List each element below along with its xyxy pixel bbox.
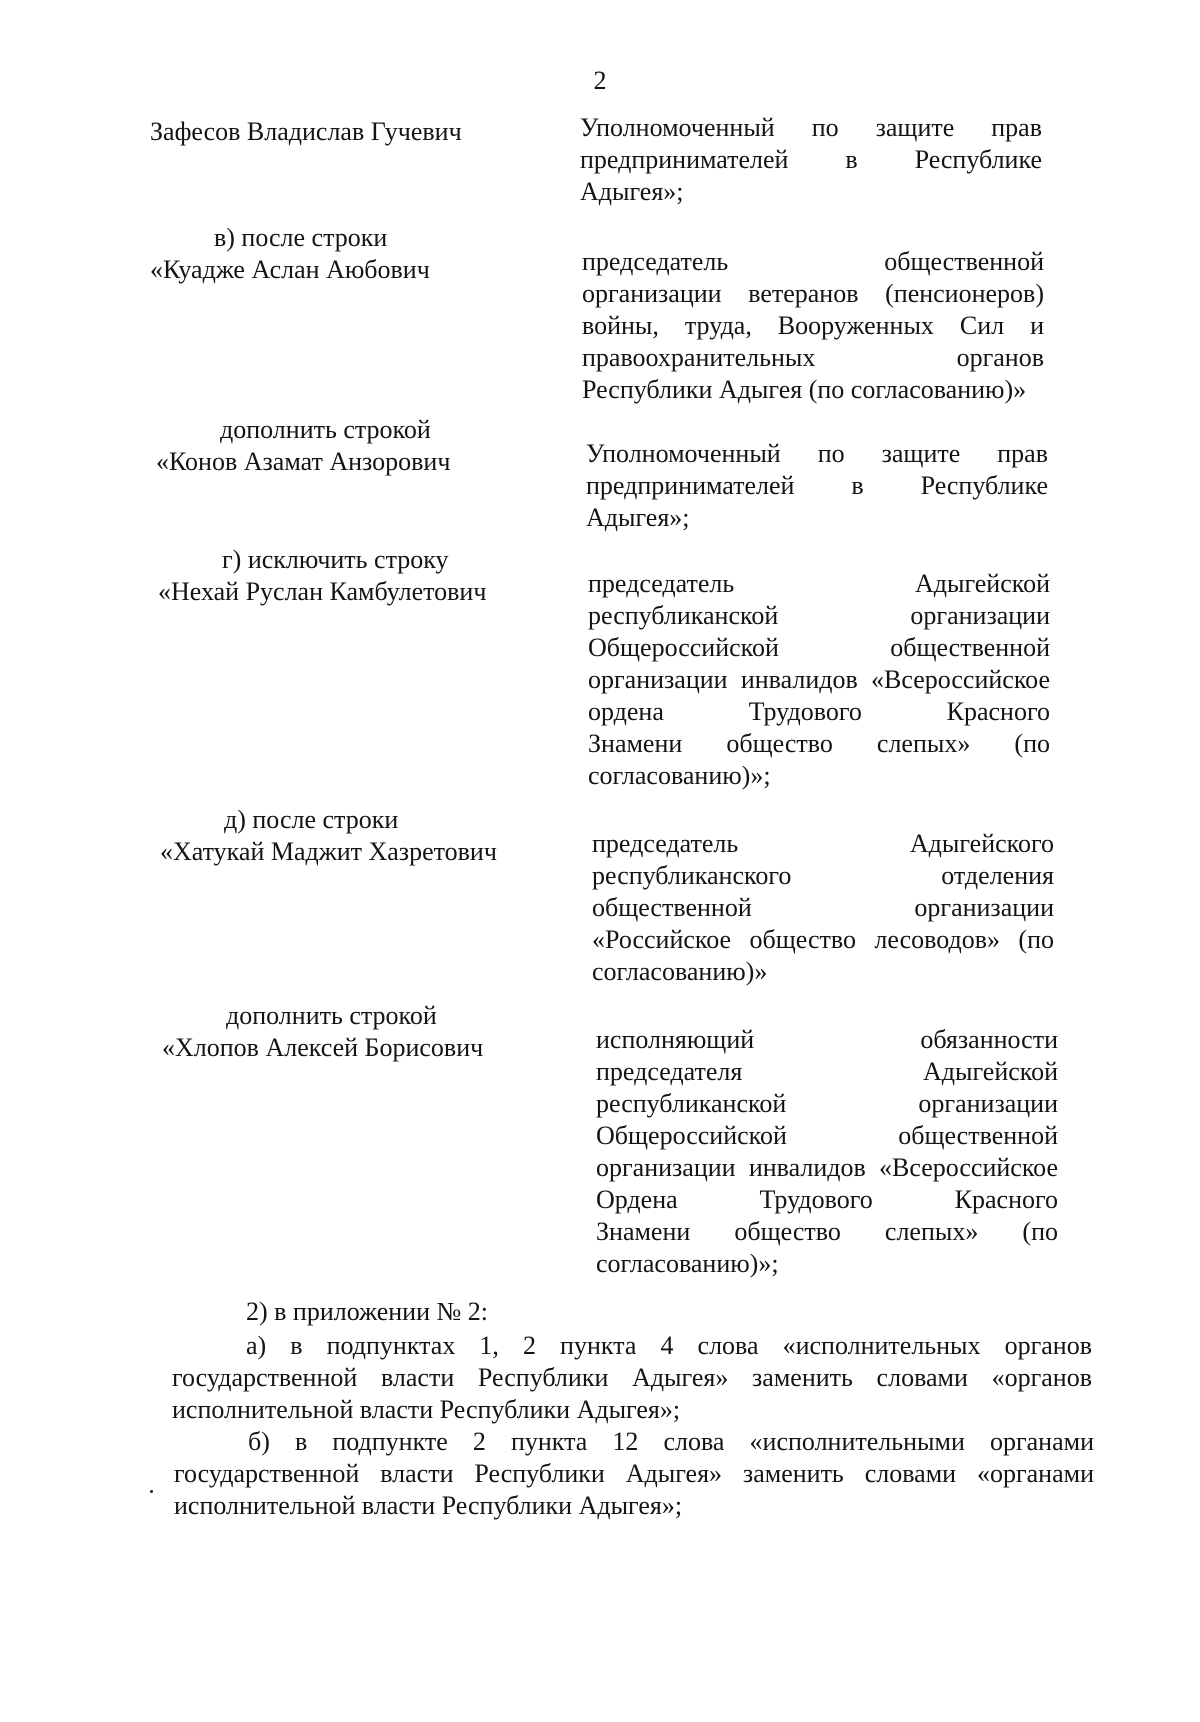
paragraph-line: б) в подпункте 2 пункта 12 слова «исполнительными органами	[248, 1427, 1094, 1456]
person-name: «Хлопов Алексей Борисович	[162, 1033, 484, 1062]
paragraph-line: государственной власти Республики Адыгея» заменить словами «органов	[172, 1363, 1092, 1392]
person-name: «Куадже Аслан Аюбович	[150, 255, 430, 284]
paragraph-item-b	[174, 1426, 1094, 1522]
position-line: Знамени общество слепых» (по	[588, 729, 1050, 758]
position-line: «Российское общество лесоводов» (по	[592, 925, 1054, 954]
instruction-line: в) после строки	[214, 223, 388, 252]
entry-right	[596, 1024, 1058, 1280]
position-line: организации ветеранов (пенсионеров)	[582, 279, 1044, 308]
instruction-line: дополнить строкой	[226, 1001, 437, 1030]
position-line: ордена Трудового Красного	[588, 697, 1050, 726]
position-line: Ордена Трудового Красного	[596, 1185, 1058, 1214]
entry-left	[162, 1000, 483, 1064]
paragraph-line: исполнительной власти Республики Адыгея»;	[172, 1395, 681, 1424]
entry-left	[150, 222, 430, 286]
instruction-line: д) после строки	[224, 805, 399, 834]
entry-right	[592, 828, 1054, 988]
entry-left	[156, 414, 450, 478]
person-name: «Конов Азамат Анзорович	[156, 447, 451, 476]
position-line: войны, труда, Вооруженных Сил и	[582, 311, 1044, 340]
position-line: Общероссийской общественной	[588, 633, 1050, 662]
position-line: Адыгея»;	[580, 177, 684, 206]
entry-left	[160, 804, 497, 868]
position-line: Уполномоченный по защите прав	[586, 439, 1048, 468]
paragraph-line: государственной власти Республики Адыгея» заменить словами «органами	[174, 1459, 1094, 1488]
instruction-line: дополнить строкой	[220, 415, 431, 444]
position-line: председатель Адыгейского	[592, 829, 1054, 858]
entry-right	[582, 246, 1044, 406]
section-heading: 2) в приложении № 2:	[246, 1297, 489, 1326]
position-line: Знамени общество слепых» (по	[596, 1217, 1058, 1246]
person-name: «Хатукай Маджит Хазретович	[160, 837, 497, 866]
paragraph-item-a	[172, 1330, 1092, 1426]
position-line: организации инвалидов «Всероссийское	[596, 1153, 1058, 1182]
position-line: предпринимателей в Республике	[580, 145, 1042, 174]
entry-left	[158, 544, 486, 608]
entry-left	[150, 116, 462, 148]
position-line: согласованию)»;	[588, 761, 771, 790]
position-line: председатель Адыгейской	[588, 569, 1050, 598]
position-line: согласованию)»;	[596, 1249, 779, 1278]
scan-speck	[150, 1490, 153, 1493]
position-line: Уполномоченный по защите прав	[580, 113, 1042, 142]
paragraph-line: исполнительной власти Республики Адыгея»;	[174, 1491, 683, 1520]
position-line: Республики Адыгея (по согласованию)»	[582, 375, 1027, 404]
entry-right	[588, 568, 1050, 792]
position-line: республиканской организации	[596, 1089, 1058, 1118]
position-line: председатель общественной	[582, 247, 1044, 276]
position-line: республиканской организации	[588, 601, 1050, 630]
page-number: 2	[593, 66, 607, 95]
position-line: предпринимателей в Республике	[586, 471, 1048, 500]
paragraph-line: а) в подпунктах 1, 2 пункта 4 слова «исполнительных органов	[246, 1331, 1092, 1360]
person-name: Зафесов Владислав Гучевич	[150, 117, 462, 146]
position-line: Общероссийской общественной	[596, 1121, 1058, 1150]
position-line: председателя Адыгейской	[596, 1057, 1058, 1086]
position-line: правоохранительных органов	[582, 343, 1044, 372]
position-line: республиканского отделения	[592, 861, 1054, 890]
position-line: исполняющий обязанности	[596, 1025, 1058, 1054]
entry-right	[580, 112, 1042, 208]
entry-right	[586, 438, 1048, 534]
position-line: общественной организации	[592, 893, 1054, 922]
position-line: Адыгея»;	[586, 503, 690, 532]
position-line: организации инвалидов «Всероссийское	[588, 665, 1050, 694]
position-line: согласованию)»	[592, 957, 768, 986]
person-name: «Нехай Руслан Камбулетович	[158, 577, 487, 606]
instruction-line: г) исключить строку	[222, 545, 449, 574]
